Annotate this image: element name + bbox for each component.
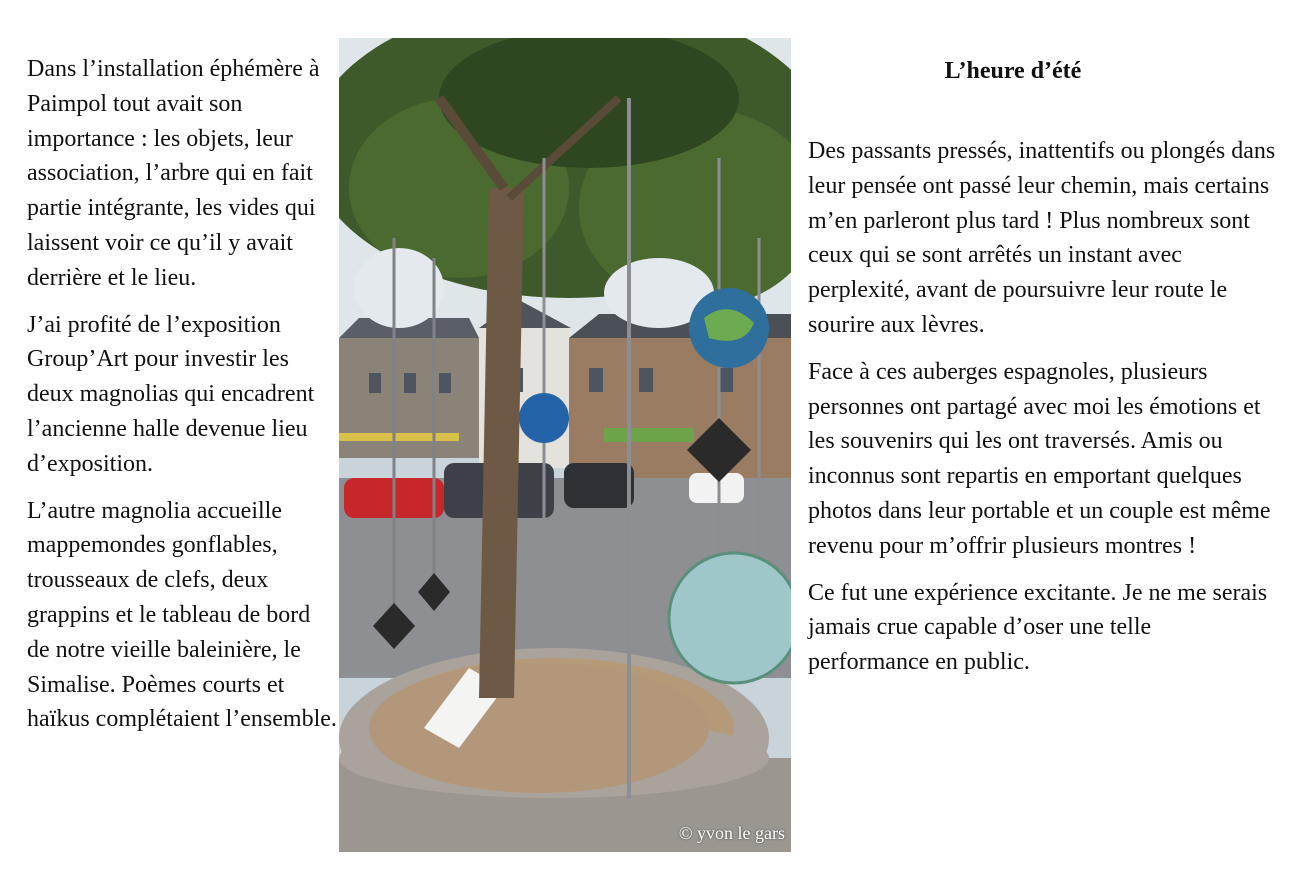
left-paragraph-3: L’autre magnolia accueille mappemondes gonflables, trousseaux de clefs, deux grappins et le tableau de bord de notre vieille baleinière, le Simalise. Poèmes courts et haïkus complétaient l’ensemble. xyxy=(27,497,337,733)
right-text-column xyxy=(808,54,1278,692)
left-text-column xyxy=(27,52,337,749)
photo-copyright: © yvon le gars xyxy=(678,823,785,843)
right-paragraph-3: Ce fut une expérience excitante. Je ne me serais jamais crue capable d’oser une telle performance en public. xyxy=(808,579,1268,676)
left-paragraph-1: Dans l’installation éphémère à Paimpol tout avait son importance : les objets, leur association, l’arbre qui en fait partie intégrante, les vides qui laissent voir ce qu’il y avait derrière et le lieu. xyxy=(27,56,320,291)
right-paragraph-1: Des passants pressés, inattentifs ou plongés dans leur pensée ont passé leur chemin, mais certains m’en parleront plus tard ! Plus nombreux sont ceux qui se sont arrêtés un instant avec perplexité, avant de poursuivre leur route le sourire aux lèvres. xyxy=(808,138,1276,338)
photo-illustration xyxy=(339,38,791,852)
right-paragraph-2: Face à ces auberges espagnoles, plusieurs personnes ont partagé avec moi les émotions et les souvenirs qui les ont traversés. Amis ou inconnus sont repartis en emportant quelques photos dans leur portable et un couple est même revenu pour m’offrir plusieurs montres ! xyxy=(808,358,1271,559)
installation-photo xyxy=(339,38,791,852)
article-title: L’heure d’été xyxy=(944,58,1082,84)
left-paragraph-2: J’ai profité de l’exposition Group’Art pour investir les deux magnolias qui encadrent l’ancienne halle devenue lieu d’exposition. xyxy=(27,311,315,477)
